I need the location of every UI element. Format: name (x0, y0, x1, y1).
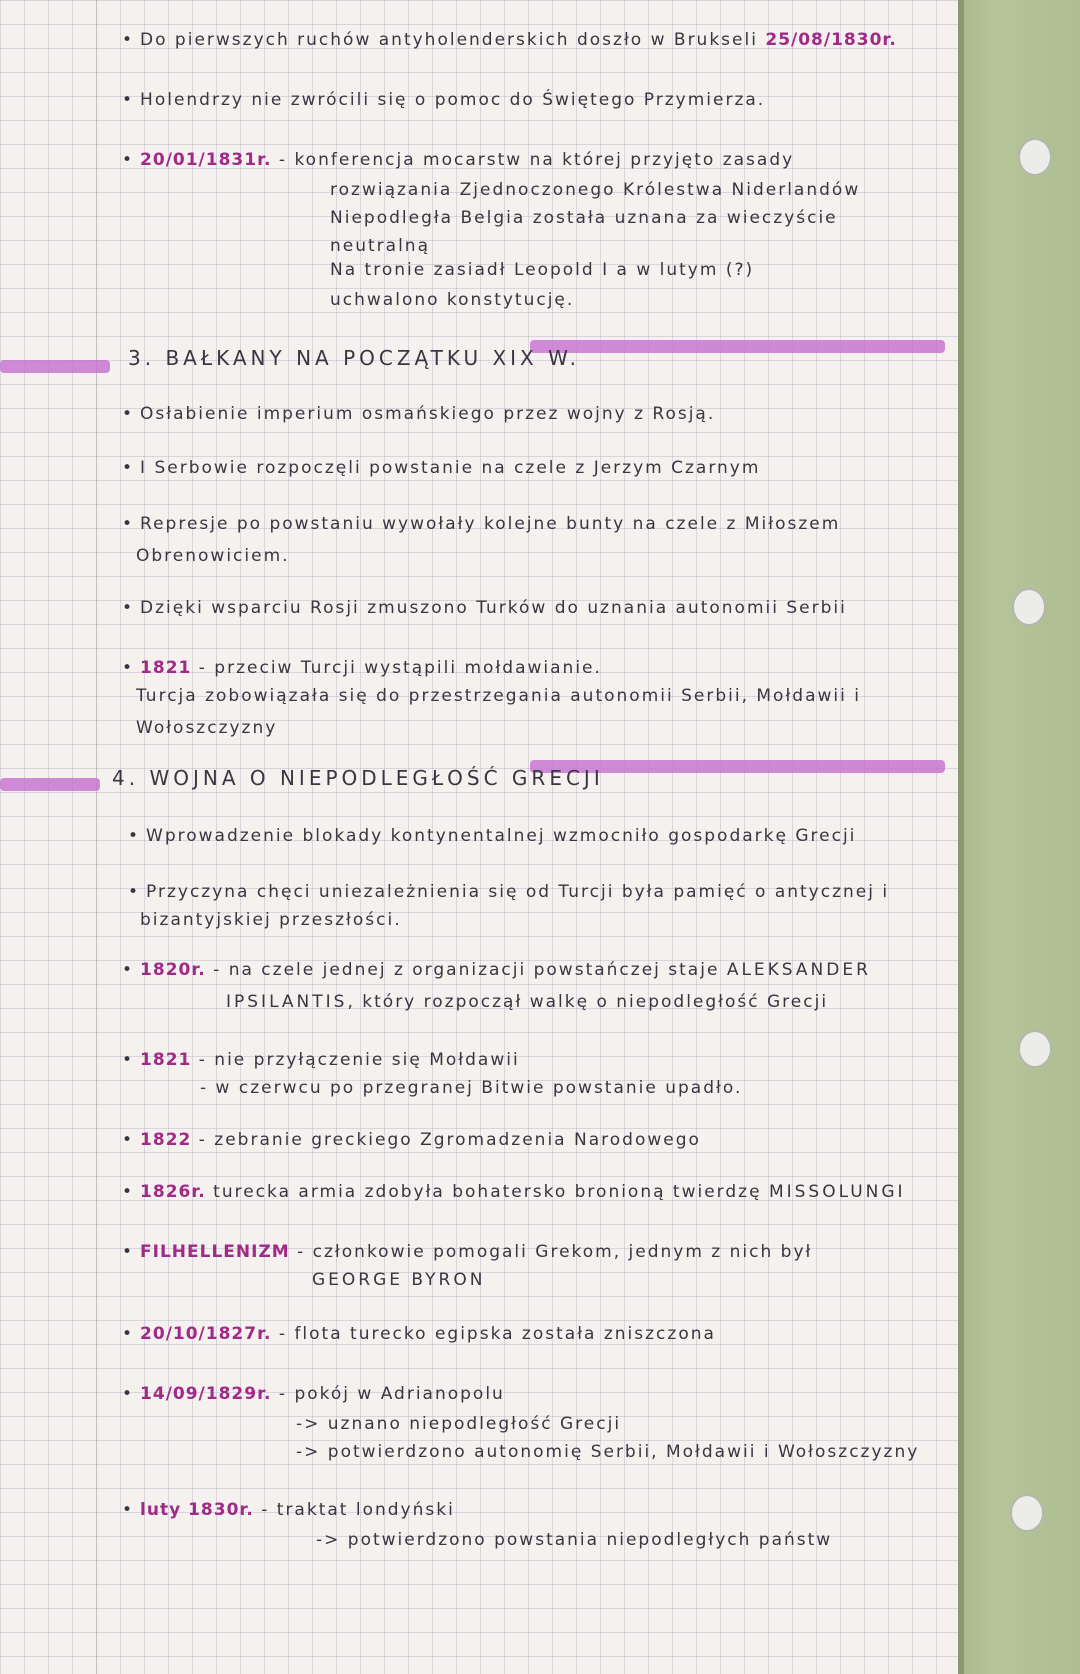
note-line: • Dzięki wsparciu Rosji zmuszono Turków do uznania autonomii Serbii (122, 598, 847, 618)
note-line: • 1820r. - na czele jednej z organizacji powstańczej staje ALEKSANDER (122, 960, 871, 980)
note-text: , który rozpoczął walkę o niepodległość Grecji (347, 992, 829, 1012)
note-text: Dzięki wsparciu Rosji zmuszono Turków do uznania autonomii Serbii (140, 598, 847, 618)
note-line: • 1821 - nie przyłączenie się Mołdawii (122, 1050, 520, 1070)
note-date: 1822 (140, 1130, 192, 1150)
note-date: 1821 (140, 658, 192, 678)
note-line: • Wprowadzenie blokady kontynentalnej wzmocniło gospodarkę Grecji (128, 826, 857, 846)
note-line: • Osłabienie imperium osmańskiego przez wojny z Rosją. (122, 404, 716, 424)
note-line: rozwiązania Zjednoczonego Królestwa Niderlandów (330, 180, 861, 200)
note-line: Wołoszczyzny (136, 718, 278, 738)
note-line: • Holendrzy nie zwrócili się o pomoc do Świętego Przymierza. (122, 90, 766, 110)
note-date: 14/09/1829r. (140, 1384, 272, 1404)
note-line: Niepodległa Belgia została uznana za wieczyście (330, 208, 838, 228)
section-heading: 4. WOJNA O NIEPODLEGŁOŚĆ GRECJI (112, 766, 604, 790)
note-line: bizantyjskiej przeszłości. (140, 910, 402, 930)
note-text: - na czele jednej z organizacji powstańczej staje (213, 960, 720, 980)
section-heading: 3. BAŁKANY NA POCZĄTKU XIX W. (128, 346, 580, 370)
note-date: luty 1830r. (140, 1500, 254, 1520)
note-line: • Represje po powstaniu wywołały kolejne bunty na czele z Miłoszem (122, 514, 841, 534)
note-text: Przyczyna chęci uniezależnienia się od Turcji była pamięć o antycznej i (146, 882, 890, 902)
note-line: neutralną (330, 236, 430, 256)
note-date: 1826r. (140, 1182, 206, 1202)
punch-hole (1018, 138, 1052, 176)
binder-cover-edge (958, 0, 964, 1674)
note-line: Na tronie zasiadł Leopold I a w lutym (?) (330, 260, 755, 280)
note-line: -> potwierdzono autonomię Serbii, Mołdawii i Wołoszczyzny (296, 1442, 920, 1462)
note-line: • I Serbowie rozpoczęli powstanie na czele z Jerzym Czarnym (122, 458, 761, 478)
note-line (226, 992, 828, 1012)
note-date: 25/08/1830r. (765, 30, 897, 50)
note-date: 20/01/1831r. (140, 150, 272, 170)
note-text: - pokój w Adrianopolu (278, 1384, 505, 1404)
note-line: • 14/09/1829r. - pokój w Adrianopolu (122, 1384, 505, 1404)
note-line: • 1822 - zebranie greckiego Zgromadzenia Narodowego (122, 1130, 701, 1150)
punch-hole (1010, 1494, 1044, 1532)
note-line: uchwalono konstytucję. (330, 290, 575, 310)
note-text: - członkowie pomogali Grekom, jednym z nich był (297, 1242, 813, 1262)
note-line: • FILHELLENIZM - członkowie pomogali Grekom, jednym z nich był (122, 1242, 813, 1262)
note-line: -> uznano niepodległość Grecji (296, 1414, 622, 1434)
note-date: 1820r. (140, 960, 206, 980)
note-line: • luty 1830r. - traktat londyński (122, 1500, 455, 1520)
note-name: GEORGE BYRON (312, 1270, 486, 1290)
note-text: - nie przyłączenie się Mołdawii (198, 1050, 520, 1070)
note-line: - w czerwcu po przegranej Bitwie powstanie upadło. (200, 1078, 743, 1098)
note-date: FILHELLENIZM (140, 1242, 290, 1262)
note-name: IPSILANTIS (226, 992, 348, 1012)
margin-line (96, 0, 97, 1674)
note-text: - flota turecko egipska została zniszczona (278, 1324, 716, 1344)
punch-hole (1012, 588, 1046, 626)
note-text: I Serbowie rozpoczęli powstanie na czele z Jerzym Czarnym (140, 458, 761, 478)
note-text: Represje po powstaniu wywołały kolejne bunty na czele z Miłoszem (140, 514, 841, 534)
note-text: Osłabienie imperium osmańskiego przez wojny z Rosją. (140, 404, 716, 424)
note-text: - traktat londyński (261, 1500, 455, 1520)
note-line: • Do pierwszych ruchów antyholenderskich doszło w Brukseli 25/08/1830r. (122, 30, 897, 50)
note-name: MISSOLUNGI (768, 1182, 906, 1202)
note-text: turecka armia zdobyła bohatersko bronioną twierdzę (213, 1182, 762, 1202)
note-line (312, 1270, 485, 1290)
note-date: 1821 (140, 1050, 192, 1070)
note-line: -> potwierdzono powstania niepodległych państw (316, 1530, 833, 1550)
note-line: • 20/01/1831r. - konferencja mocarstw na której przyjęto zasady (122, 150, 795, 170)
highlighter-stroke (0, 360, 110, 373)
note-line: Turcja zobowiązała się do przestrzegania autonomii Serbii, Mołdawii i (136, 686, 861, 706)
note-text: - konferencja mocarstw na której przyjęto zasady (278, 150, 795, 170)
highlighter-stroke (0, 778, 100, 791)
note-text: Wprowadzenie blokady kontynentalnej wzmocniło gospodarkę Grecji (146, 826, 857, 846)
note-text: - przeciw Turcji wystąpili mołdawianie. (198, 658, 602, 678)
note-text: Holendrzy nie zwrócili się o pomoc do Świętego Przymierza. (140, 90, 766, 110)
binder-cover (958, 0, 1080, 1674)
note-text: - zebranie greckiego Zgromadzenia Narodowego (198, 1130, 701, 1150)
note-name: ALEKSANDER (726, 960, 871, 980)
note-text: Do pierwszych ruchów antyholenderskich doszło w Brukseli (140, 30, 758, 50)
note-line: Obrenowiciem. (136, 546, 290, 566)
punch-hole (1018, 1030, 1052, 1068)
note-line: • 1826r. turecka armia zdobyła bohatersko bronioną twierdzę MISSOLUNGI (122, 1182, 906, 1202)
note-line: • Przyczyna chęci uniezależnienia się od Turcji była pamięć o antycznej i (128, 882, 890, 902)
note-line: • 1821 - przeciw Turcji wystąpili mołdawianie. (122, 658, 602, 678)
highlighter-stroke (530, 340, 945, 353)
note-date: 20/10/1827r. (140, 1324, 272, 1344)
note-line: • 20/10/1827r. - flota turecko egipska została zniszczona (122, 1324, 716, 1344)
